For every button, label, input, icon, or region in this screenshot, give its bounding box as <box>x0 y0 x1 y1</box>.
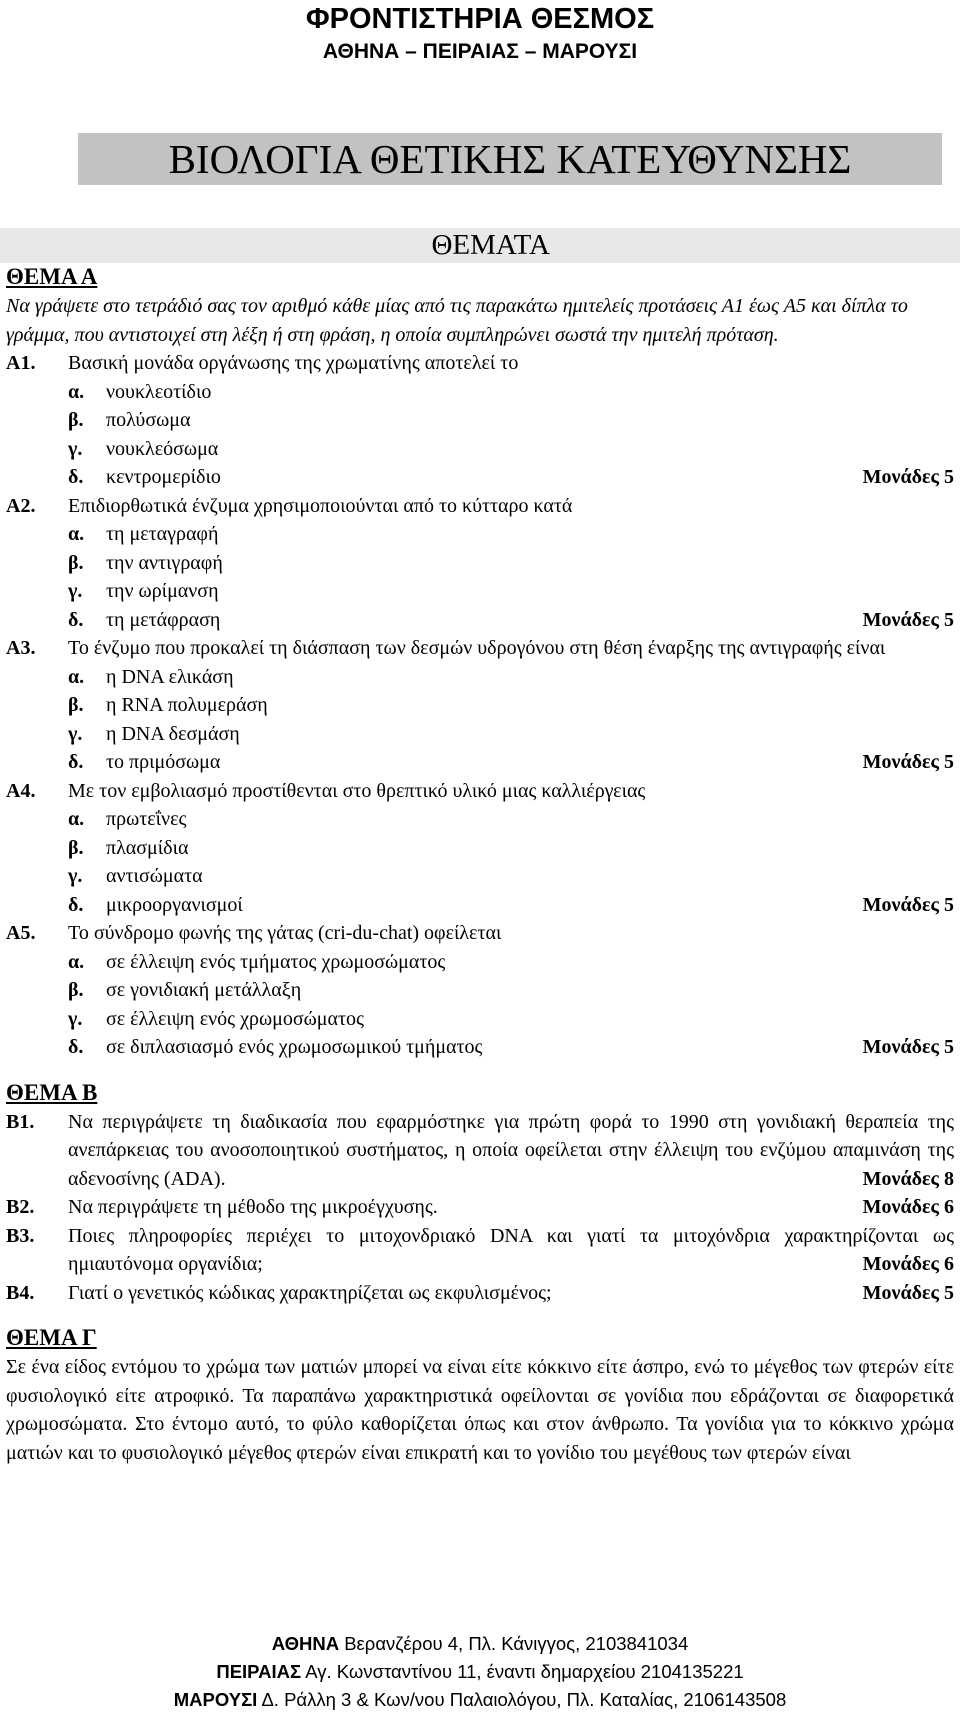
option-label: την ωρίμανση <box>106 580 219 602</box>
footer-piraeus-address: Αγ. Κωνσταντίνου 11, έναντι δημαρχείου 2104135221 <box>305 1661 744 1682</box>
question-row <box>6 1108 954 1194</box>
question-number: Β4. <box>6 1281 35 1304</box>
option-row <box>6 834 954 863</box>
question-number: Α4. <box>6 779 36 802</box>
question-text: Το σύνδρομο φωνής της γάτας (cri-du-chat) οφείλεται <box>68 922 502 944</box>
option-label: σε έλλειψη ενός τμήματος χρωμοσώματος <box>106 950 446 973</box>
option-letter: γ. <box>68 580 83 602</box>
option-letter: α. <box>68 380 85 403</box>
question-row <box>6 492 954 521</box>
option-text <box>106 948 954 977</box>
marks-label: Μονάδες 5 <box>862 1281 954 1304</box>
option-row <box>6 891 954 920</box>
thema-g-text: Σε ένα είδος εντόμου το χρώμα των ματιών μπορεί να είναι είτε κόκκινο είτε άσπρο, ενώ το μέγεθος των φτερών είτε φυσιολογικό είτε ατροφικό. Τα παραπάνω χαρακτηριστικά οφείλονται σε γονίδια που εδράζονται σε διαφορετικά χρωμοσώματα. Στο έντομο αυτό, το φύλο καθορίζεται όπως και στον άνθρωπο. Τα γονίδια για το κόκκινο χρώμα ματιών και το φυσιολογικό μέγεθος φτερών είναι επικρατή και το γονίδιο του μεγέθους των φτερών είναι <box>6 1356 954 1464</box>
option-row <box>6 805 954 834</box>
option-row <box>6 862 954 891</box>
question-text: Να περιγράψετε τη διαδικασία που εφαρμόστηκε για πρώτη φορά το 1990 στη γονιδιακή θεραπεία της ανεπάρκειας του ανοσοποιητικού συστήματος, η οποία οφείλεται στην έλλειψη του ενζύμου απαμινάση της αδενοσίνης (ADA). <box>68 1110 954 1190</box>
option-letter: γ. <box>68 1007 83 1030</box>
footer-athens-address: Βερανζέρου 4, Πλ. Κάνιγγος, 2103841034 <box>344 1633 689 1654</box>
option-row <box>6 549 954 578</box>
option-letter: β. <box>68 409 84 431</box>
question-number: Α3. <box>6 637 36 659</box>
option-row <box>6 976 954 1005</box>
thema-g-title: ΘΕΜΑ Γ <box>6 1325 97 1350</box>
option-row <box>6 463 954 492</box>
question-number: Α1. <box>6 352 36 374</box>
question-text: Γιατί ο γενετικός κώδικας χαρακτηρίζεται ως εκφυλισμένος; <box>68 1281 552 1304</box>
option-row <box>6 520 954 549</box>
option-text <box>106 805 954 834</box>
exam-content <box>6 262 954 1467</box>
option-text <box>106 406 954 435</box>
option-row <box>6 691 954 720</box>
option-text <box>106 463 954 492</box>
option-text <box>106 976 954 1005</box>
marks-label: Μονάδες 8 <box>862 1167 954 1190</box>
option-letter: β. <box>68 694 84 716</box>
thema-a-title: ΘΕΜΑ Α <box>6 264 98 289</box>
option-text <box>106 520 954 549</box>
question-text: Το ένζυμο που προκαλεί τη διάσπαση των δεσμών υδρογόνου στη θέση έναρξης της αντιγραφής είναι <box>68 637 886 659</box>
option-label: σε έλλειψη ενός χρωμοσώματος <box>106 1007 364 1030</box>
option-text <box>106 435 954 464</box>
question-row <box>6 1279 954 1308</box>
question-text: Ποιες πληροφορίες περιέχει το μιτοχονδριακό DNA και γιατί τα μιτοχόνδρια χαρακτηρίζονται ως ημιαυτόνομα οργανίδια; <box>68 1224 954 1275</box>
option-text <box>106 862 954 891</box>
option-text <box>106 378 954 407</box>
marks-label: Μονάδες 5 <box>862 751 954 773</box>
option-label: η RNA πολυμεράση <box>106 694 268 716</box>
option-letter: δ. <box>68 1036 84 1058</box>
question-row <box>6 777 954 806</box>
page-header <box>0 0 960 68</box>
footer-piraeus <box>0 1658 960 1686</box>
marks-label: Μονάδες 5 <box>862 466 954 488</box>
option-text <box>106 577 954 606</box>
thema-b-title: ΘΕΜΑ Β <box>6 1079 98 1105</box>
option-letter: β. <box>68 551 84 574</box>
question-row <box>6 919 954 948</box>
thema-a-intro: Να γράψετε στο τετράδιό σας τον αριθμό κάθε μίας από τις παρακάτω ημιτελείς προτάσεις Α1 έως Α5 και δίπλα το γράμμα, που αντιστοιχεί στη λέξη ή στη φράση, η οποία συμπληρώνει σωστά την ημιτελή πρόταση. <box>6 295 908 346</box>
question-text: Να περιγράψετε τη μέθοδο της μικροέγχυσης. <box>68 1196 438 1218</box>
option-text <box>106 1033 954 1062</box>
option-text <box>106 834 954 863</box>
option-text <box>106 891 954 920</box>
option-label: κεντρομερίδιο <box>106 466 221 488</box>
option-letter: δ. <box>68 466 84 488</box>
school-name: ΦΡΟΝΤΙΣΤΗΡΙΑ ΘΕΣΜΟΣ <box>305 3 655 35</box>
option-label: τη μετάφραση <box>106 608 221 631</box>
option-text <box>106 748 954 777</box>
option-letter: δ. <box>68 893 84 916</box>
option-label: την αντιγραφή <box>106 551 223 574</box>
option-label: νουκλεοτίδιο <box>106 380 212 403</box>
option-label: η DNA ελικάση <box>106 665 234 688</box>
option-row <box>6 1005 954 1034</box>
thema-b-questions <box>6 1108 954 1308</box>
question-row <box>6 1193 954 1222</box>
question-body <box>68 1108 954 1194</box>
marks-label: Μονάδες 5 <box>862 1036 954 1058</box>
option-row <box>6 606 954 635</box>
option-letter: γ. <box>68 437 83 460</box>
option-row <box>6 663 954 692</box>
option-letter: α. <box>68 665 85 688</box>
option-letter: α. <box>68 950 85 973</box>
option-text <box>106 549 954 578</box>
option-letter: α. <box>68 808 85 830</box>
option-label: αντισώματα <box>106 865 203 887</box>
option-text <box>106 720 954 749</box>
footer-athens <box>0 1630 960 1658</box>
option-label: το πριμόσωμα <box>106 751 221 773</box>
option-row <box>6 577 954 606</box>
question-body <box>68 1222 954 1279</box>
option-label: νουκλεόσωμα <box>106 437 219 460</box>
school-cities: ΑΘΗΝΑ – ΠΕΙΡΑΙΑΣ – ΜΑΡΟΥΣΙ <box>322 40 638 63</box>
option-letter: δ. <box>68 751 84 773</box>
page-footer <box>0 1630 960 1714</box>
option-letter: β. <box>68 836 84 859</box>
themes-title: ΘΕΜΑΤΑ <box>0 228 960 263</box>
option-letter: γ. <box>68 865 83 887</box>
option-letter: β. <box>68 979 84 1001</box>
question-row <box>6 1222 954 1279</box>
question-number: Α5. <box>6 922 36 944</box>
footer-marousi-address: Δ. Ράλλη 3 & Κων/νου Παλαιολόγου, Πλ. Καταλίας, 2106143508 <box>261 1689 787 1710</box>
marks-label: Μονάδες 5 <box>862 608 954 631</box>
subject-title: ΒΙΟΛΟΓΙΑ ΘΕΤΙΚΗΣ ΚΑΤΕΥΘΥΝΣΗΣ <box>78 133 942 185</box>
question-text: Βασική μονάδα οργάνωσης της χρωματίνης αποτελεί το <box>68 352 519 374</box>
option-row <box>6 948 954 977</box>
option-row <box>6 1033 954 1062</box>
question-body <box>68 1279 954 1308</box>
option-label: σε διπλασιασμό ενός χρωμοσωμικού τμήματος <box>106 1036 483 1058</box>
option-row <box>6 378 954 407</box>
option-text <box>106 606 954 635</box>
option-text <box>106 691 954 720</box>
option-letter: α. <box>68 523 85 545</box>
question-number: Β2. <box>6 1196 35 1218</box>
option-row <box>6 720 954 749</box>
question-body <box>68 1193 954 1222</box>
option-label: σε γονιδιακή μετάλλαξη <box>106 979 302 1001</box>
footer-marousi-label: ΜΑΡΟΥΣΙ <box>173 1689 258 1710</box>
option-row <box>6 435 954 464</box>
option-label: μικροοργανισμοί <box>106 893 243 916</box>
marks-label: Μονάδες 5 <box>862 893 954 916</box>
option-label: τη μεταγραφή <box>106 523 219 545</box>
question-text: Με τον εμβολιασμό προστίθενται στο θρεπτικό υλικό μιας καλλιέργειας <box>68 779 646 802</box>
question-row <box>6 349 954 378</box>
option-text <box>106 663 954 692</box>
option-row <box>6 406 954 435</box>
question-number: Β1. <box>6 1110 35 1133</box>
marks-label: Μονάδες 6 <box>862 1253 954 1275</box>
footer-marousi <box>0 1686 960 1714</box>
option-letter: γ. <box>68 722 83 745</box>
option-letter: δ. <box>68 608 84 631</box>
question-number: Β3. <box>6 1224 35 1247</box>
option-label: πολύσωμα <box>106 409 191 431</box>
thema-a-questions <box>6 349 954 1062</box>
question-text: Επιδιορθωτικά ένζυμα χρησιμοποιούνται από το κύτταρο κατά <box>68 494 573 517</box>
question-row <box>6 634 954 663</box>
option-text <box>106 1005 954 1034</box>
option-label: πρωτεΐνες <box>106 808 187 830</box>
footer-piraeus-label: ΠΕΙΡΑΙΑΣ <box>216 1661 302 1682</box>
option-label: η DNA δεσμάση <box>106 722 240 745</box>
question-number: Α2. <box>6 494 36 517</box>
option-label: πλασμίδια <box>106 836 189 859</box>
option-row <box>6 748 954 777</box>
marks-label: Μονάδες 6 <box>862 1196 954 1218</box>
footer-athens-label: ΑΘΗΝΑ <box>271 1633 340 1654</box>
